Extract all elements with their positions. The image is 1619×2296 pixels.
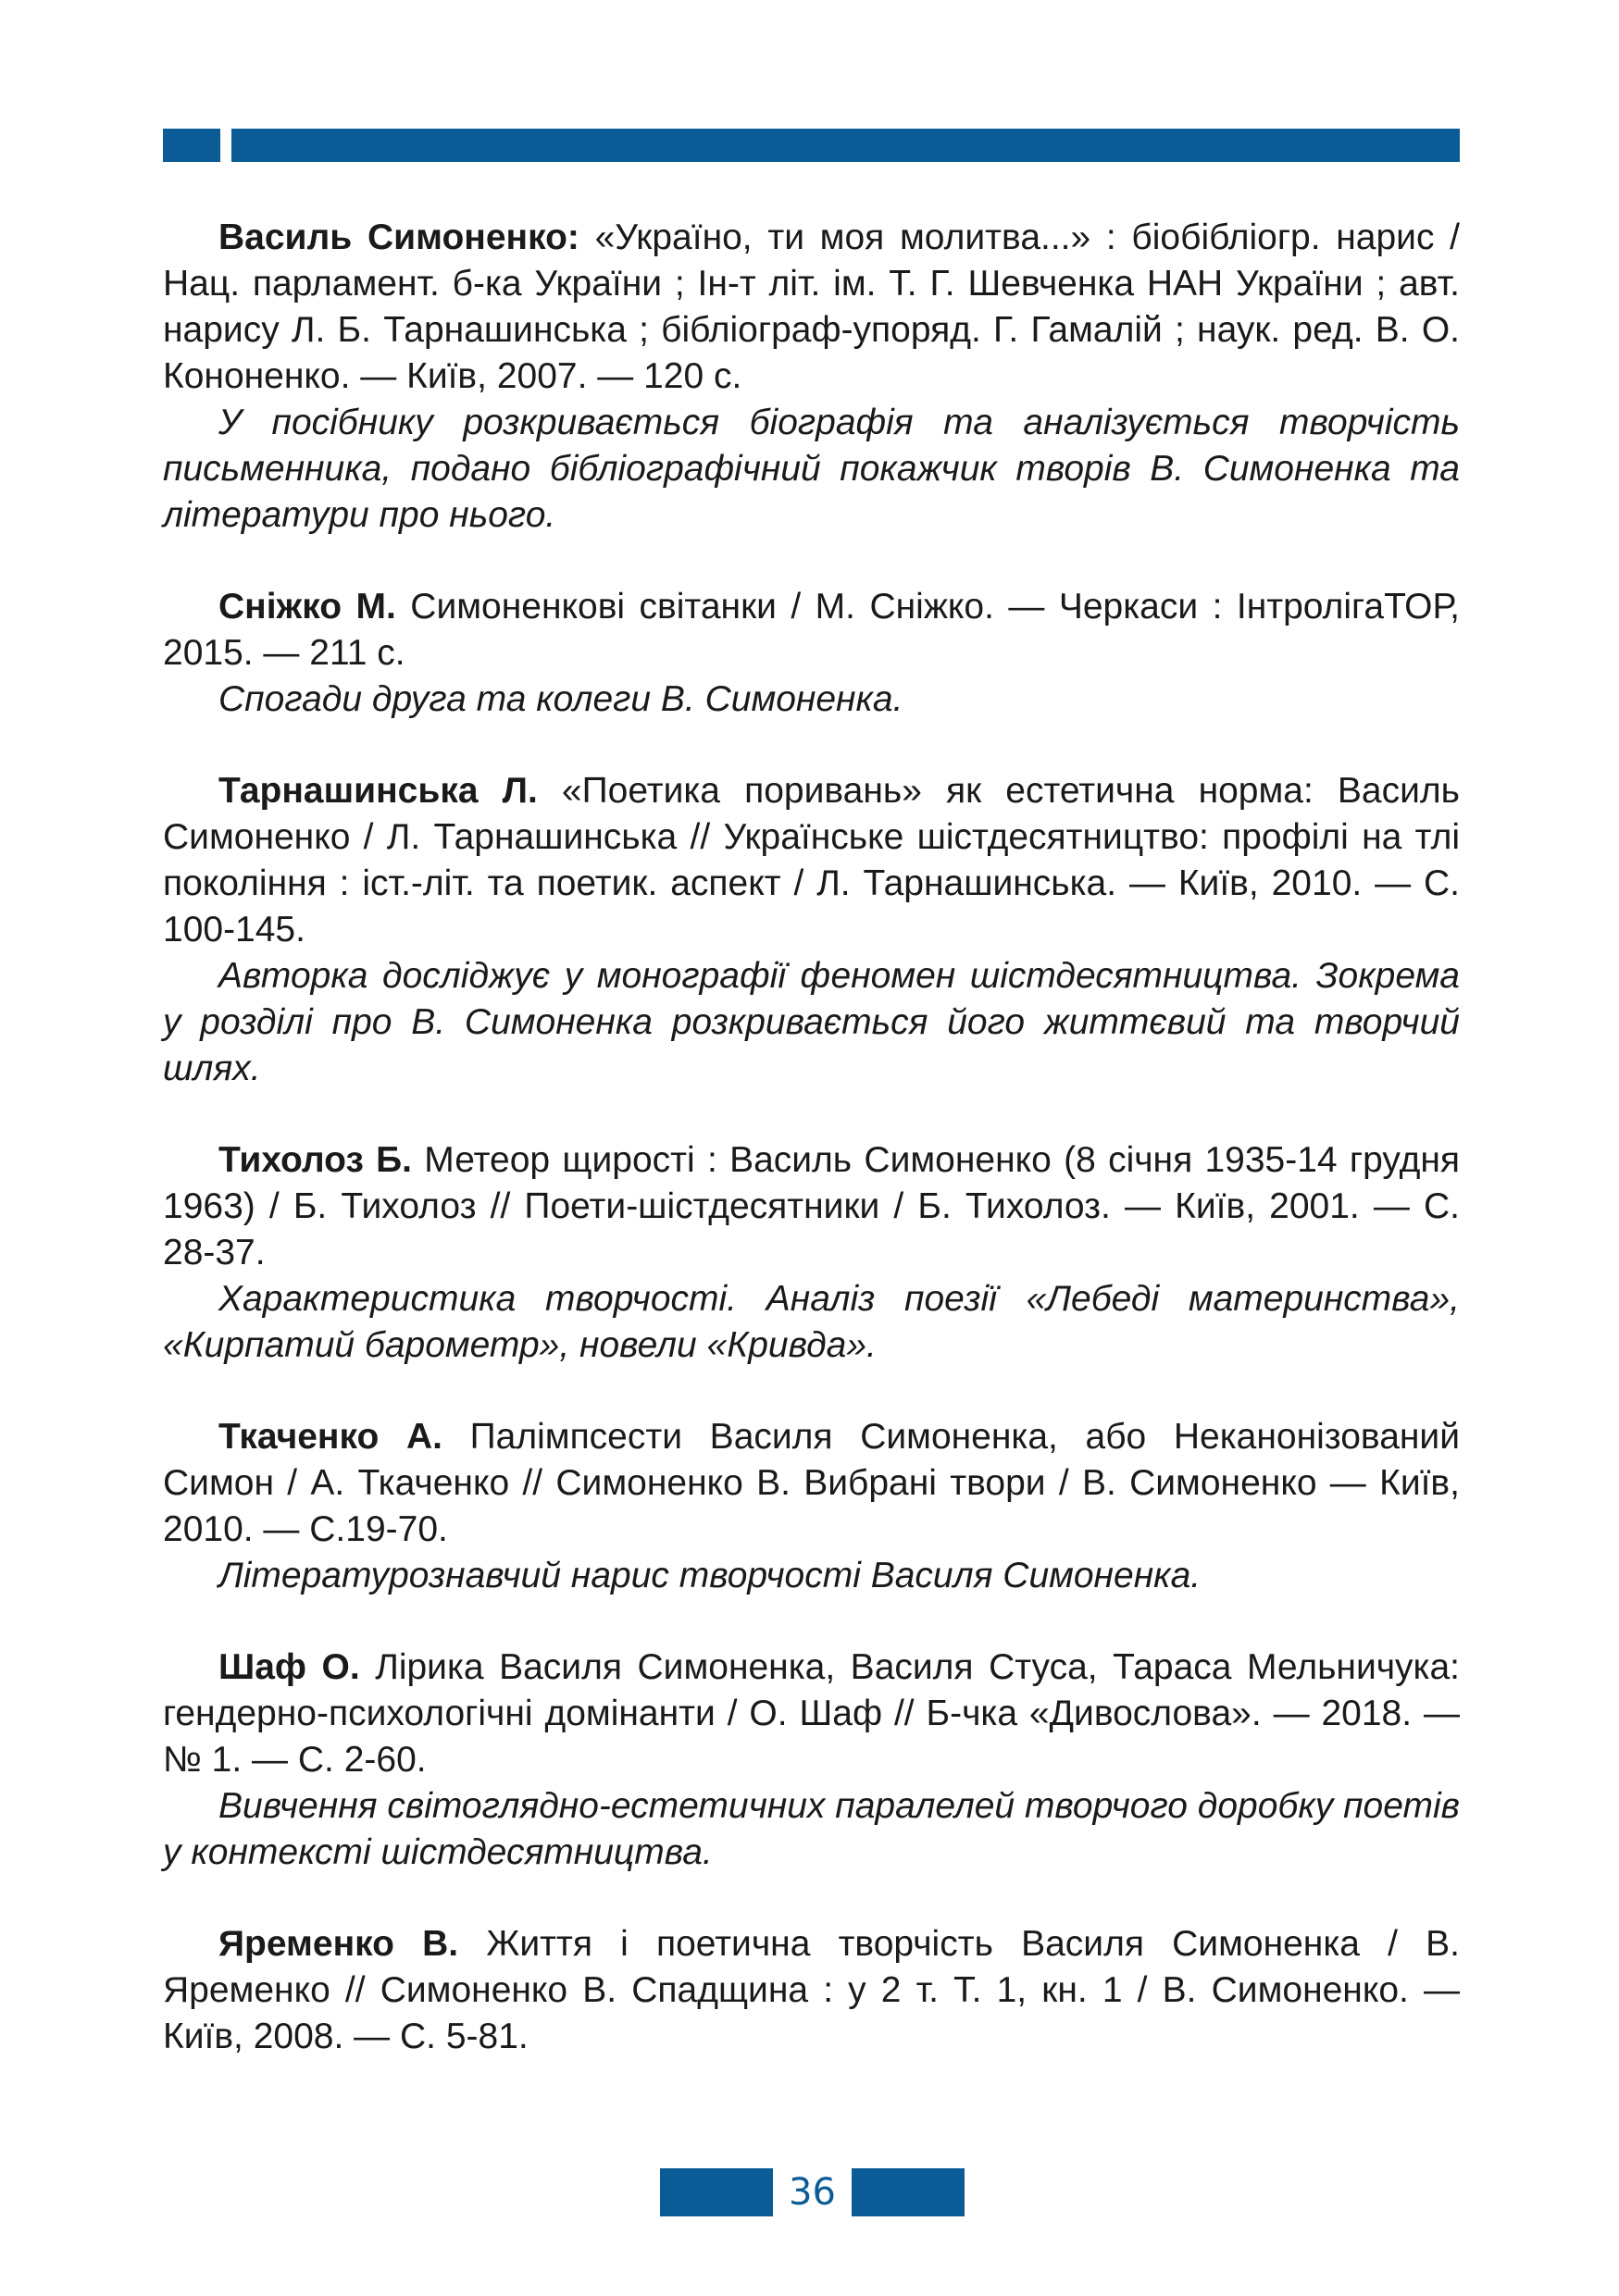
entry-citation-text: Симоненкові світанки / М. Сніжко. — Черкаси : ІнтролігаТОР, 2015. — 211 с. bbox=[163, 587, 1460, 673]
page-number: 36 bbox=[789, 2171, 836, 2214]
entry-author: Тарнашинська Л. bbox=[218, 771, 538, 811]
entry-annotation: Спогади друга та колеги В. Симоненка. bbox=[218, 679, 903, 719]
entry-citation bbox=[163, 584, 1460, 676]
entry-author: Шаф О. bbox=[218, 1647, 360, 1687]
entry-author: Яременко В. bbox=[218, 1924, 459, 1964]
entry-author: Ткаченко А. bbox=[218, 1417, 442, 1457]
page-footer bbox=[660, 2168, 965, 2216]
footer-bar-right bbox=[852, 2168, 965, 2216]
bibliography-entry bbox=[163, 1414, 1460, 1599]
bibliography-entry bbox=[163, 1921, 1460, 2060]
bibliography-entry bbox=[163, 1137, 1460, 1369]
entry-citation bbox=[163, 1137, 1460, 1276]
header-bar-small bbox=[163, 129, 220, 162]
entry-citation bbox=[163, 768, 1460, 953]
entry-citation-text: Метеор щирості : Василь Симоненко (8 січня 1935-14 грудня 1963) / Б. Тихолоз // Поети-шістдесятники / Б. Тихолоз. — Київ, 2001. — С. 28-37. bbox=[163, 1140, 1460, 1272]
entry-citation bbox=[163, 1414, 1460, 1553]
entry-citation-text: Палімпсести Василя Симоненка, або Неканонізований Симон / А. Ткаченко // Симоненко В. Вибрані твори / В. Симоненко — Київ, 2010. — С.19-70. bbox=[163, 1417, 1460, 1549]
entry-author: Тихолоз Б. bbox=[218, 1140, 412, 1180]
entry-annotation: Вивчення світоглядно-естетичних паралелей творчого доробку поетів у контексті шістдесятництва. bbox=[163, 1786, 1460, 1872]
entry-annotation: Характеристика творчості. Аналіз поезії «Лебеді материнства», «Кирпатий барометр», новели «Кривда». bbox=[163, 1279, 1460, 1365]
footer-bar-left bbox=[660, 2168, 773, 2216]
header-bar-large bbox=[231, 129, 1460, 162]
bibliography-entry bbox=[163, 215, 1460, 539]
entry-citation-text: «Поетика поривань» як естетична норма: Василь Симоненко / Л. Тарнашинська // Українське шістдесятництво: профілі на тлі покоління : іст.-літ. та поетик. аспект / Л. Тарнашинська. — Київ, 2010. — С. 100-145. bbox=[163, 771, 1460, 949]
entry-citation-text: Життя і поетична творчість Василя Симоненка / В. Яременко // Симоненко В. Спадщина : у 2 т. Т. 1, кн. 1 / В. Симоненко. — Київ, 2008. — С. 5-81. bbox=[163, 1924, 1460, 2056]
entry-annotation: Літературознавчий нарис творчості Василя Симоненка. bbox=[218, 1556, 1202, 1595]
entry-citation bbox=[163, 1921, 1460, 2060]
entry-annotation: У посібнику розкривається біографія та аналізується творчість письменника, подано бібліографічний покажчик творів В. Симоненка та літератури про нього. bbox=[163, 403, 1460, 535]
bibliography-entry bbox=[163, 768, 1460, 1092]
entry-citation bbox=[163, 215, 1460, 400]
bibliography-list bbox=[163, 215, 1460, 2105]
bibliography-entry bbox=[163, 1644, 1460, 1876]
entry-citation-text: «Україно, ти моя молитва...» : біобібліогр. нарис / Нац. парламент. б-ка України ; Ін-т літ. ім. Т. Г. Шевченка НАН України ; авт. нарису Л. Б. Тарнашинська ; бібліограф-упоряд. Г. Гамалій ; наук. ред. В. О. Кононенко. — Київ, 2007. — 120 с. bbox=[163, 217, 1460, 396]
entry-citation bbox=[163, 1644, 1460, 1783]
entry-author: Василь Симоненко: bbox=[218, 217, 579, 257]
entry-author: Сніжко М. bbox=[218, 587, 396, 627]
bibliography-entry bbox=[163, 584, 1460, 723]
entry-annotation: Авторка досліджує у монографії феномен шістдесятництва. Зокрема у розділі про В. Симоненка розкривається його життєвий та творчий шлях. bbox=[163, 956, 1460, 1088]
entry-citation-text: Лірика Василя Симоненка, Василя Стуса, Тараса Мельничука: гендерно-психологічні домінанти / О. Шаф // Б-чка «Дивослова». — 2018. — № 1. — С. 2-60. bbox=[163, 1647, 1460, 1780]
